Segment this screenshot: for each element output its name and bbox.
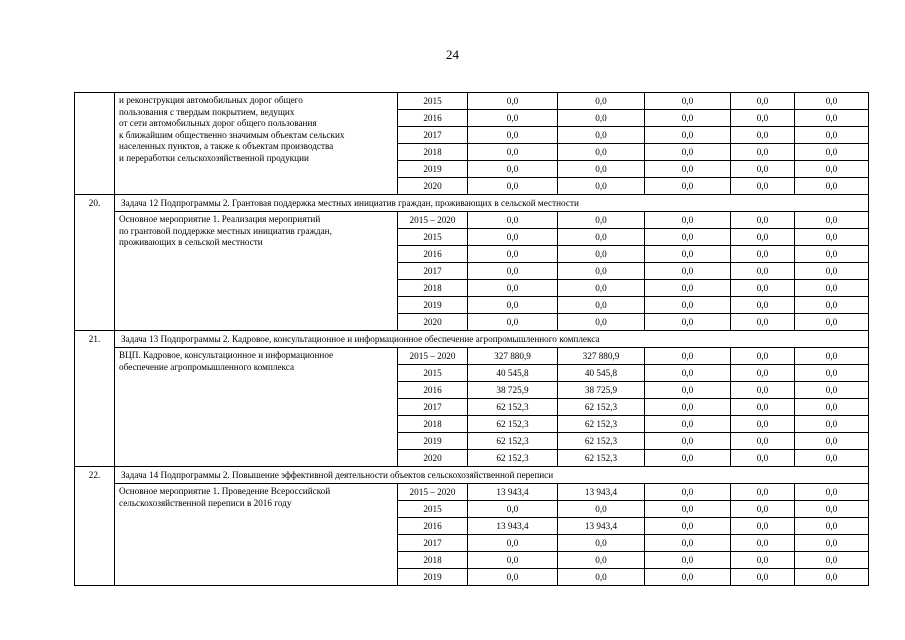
activity-description: ВЦП. Кадровое, консультационное и информационное обеспечение агропромышленного комплекса (115, 348, 398, 467)
period-cell: 2017 (398, 127, 468, 144)
amount-cell: 0,0 (731, 263, 795, 280)
amount-cell: 0,0 (558, 144, 645, 161)
amount-cell: 0,0 (645, 212, 731, 229)
amount-cell: 0,0 (795, 246, 869, 263)
amount-cell: 0,0 (558, 110, 645, 127)
amount-cell: 0,0 (645, 518, 731, 535)
table-row (75, 348, 869, 365)
period-cell: 2018 (398, 552, 468, 569)
amount-cell: 0,0 (468, 569, 558, 586)
amount-cell: 0,0 (468, 93, 558, 110)
amount-cell: 0,0 (795, 518, 869, 535)
amount-cell: 0,0 (645, 399, 731, 416)
amount-cell: 0,0 (795, 297, 869, 314)
amount-cell: 0,0 (645, 569, 731, 586)
amount-cell: 0,0 (645, 127, 731, 144)
amount-cell: 0,0 (795, 144, 869, 161)
amount-cell: 0,0 (731, 416, 795, 433)
amount-cell: 0,0 (795, 484, 869, 501)
amount-cell: 0,0 (795, 501, 869, 518)
amount-cell: 0,0 (795, 416, 869, 433)
amount-cell: 0,0 (645, 348, 731, 365)
activity-description: Основное мероприятие 1. Проведение Всероссийской сельскохозяйственной переписи в 2016 году (115, 484, 398, 586)
amount-cell: 13 943,4 (468, 484, 558, 501)
amount-cell: 0,0 (731, 450, 795, 467)
amount-cell: 0,0 (468, 280, 558, 297)
amount-cell: 0,0 (645, 246, 731, 263)
amount-cell: 0,0 (645, 450, 731, 467)
amount-cell: 0,0 (731, 314, 795, 331)
amount-cell: 0,0 (645, 382, 731, 399)
period-cell: 2015 – 2020 (398, 212, 468, 229)
amount-cell: 0,0 (795, 127, 869, 144)
amount-cell: 0,0 (645, 280, 731, 297)
amount-cell: 0,0 (731, 161, 795, 178)
amount-cell: 327 880,9 (468, 348, 558, 365)
period-cell: 2017 (398, 535, 468, 552)
amount-cell: 0,0 (468, 552, 558, 569)
period-cell: 2015 (398, 365, 468, 382)
amount-cell: 0,0 (468, 212, 558, 229)
amount-cell: 62 152,3 (468, 433, 558, 450)
amount-cell: 0,0 (468, 263, 558, 280)
amount-cell: 38 725,9 (558, 382, 645, 399)
amount-cell: 62 152,3 (558, 433, 645, 450)
amount-cell: 0,0 (731, 212, 795, 229)
amount-cell: 0,0 (558, 314, 645, 331)
amount-cell: 38 725,9 (468, 382, 558, 399)
period-cell: 2020 (398, 450, 468, 467)
row-number: 20. (75, 195, 115, 331)
amount-cell: 0,0 (468, 501, 558, 518)
row-number-cell (75, 93, 115, 195)
amount-cell: 0,0 (558, 569, 645, 586)
period-cell: 2018 (398, 280, 468, 297)
amount-cell: 0,0 (795, 569, 869, 586)
amount-cell: 0,0 (795, 314, 869, 331)
amount-cell: 0,0 (731, 433, 795, 450)
amount-cell: 0,0 (645, 535, 731, 552)
amount-cell: 0,0 (645, 110, 731, 127)
period-cell: 2015 (398, 501, 468, 518)
amount-cell: 0,0 (731, 501, 795, 518)
amount-cell: 0,0 (558, 297, 645, 314)
amount-cell: 0,0 (731, 348, 795, 365)
amount-cell: 0,0 (558, 501, 645, 518)
amount-cell: 0,0 (645, 314, 731, 331)
amount-cell: 13 943,4 (468, 518, 558, 535)
amount-cell: 0,0 (558, 178, 645, 195)
amount-cell: 0,0 (795, 348, 869, 365)
amount-cell: 0,0 (731, 484, 795, 501)
amount-cell: 0,0 (731, 127, 795, 144)
amount-cell: 0,0 (558, 229, 645, 246)
amount-cell: 0,0 (468, 297, 558, 314)
amount-cell: 0,0 (468, 110, 558, 127)
amount-cell: 0,0 (731, 382, 795, 399)
amount-cell: 0,0 (795, 110, 869, 127)
task-title: Задача 13 Подпрограммы 2. Кадровое, консультационное и информационное обеспечение агропромышленного комплекса (115, 331, 869, 348)
table-row (75, 212, 869, 229)
amount-cell: 0,0 (795, 280, 869, 297)
period-cell: 2015 – 2020 (398, 484, 468, 501)
amount-cell: 0,0 (731, 297, 795, 314)
amount-cell: 0,0 (731, 518, 795, 535)
amount-cell: 0,0 (468, 178, 558, 195)
amount-cell: 0,0 (468, 144, 558, 161)
amount-cell: 327 880,9 (558, 348, 645, 365)
period-cell: 2016 (398, 518, 468, 535)
period-cell: 2015 (398, 229, 468, 246)
table-row (75, 484, 869, 501)
table-body (75, 93, 869, 586)
task-header-row (75, 331, 869, 348)
amount-cell: 0,0 (645, 144, 731, 161)
amount-cell: 0,0 (731, 280, 795, 297)
amount-cell: 0,0 (731, 535, 795, 552)
amount-cell: 0,0 (558, 93, 645, 110)
amount-cell: 0,0 (795, 161, 869, 178)
amount-cell: 0,0 (795, 263, 869, 280)
amount-cell: 0,0 (731, 93, 795, 110)
period-cell: 2019 (398, 433, 468, 450)
task-title: Задача 14 Подпрограммы 2. Повышение эффективной деятельности объектов сельскохозяйственной переписи (115, 467, 869, 484)
task-header-row (75, 195, 869, 212)
amount-cell: 0,0 (645, 93, 731, 110)
period-cell: 2015 – 2020 (398, 348, 468, 365)
amount-cell: 0,0 (645, 501, 731, 518)
amount-cell: 0,0 (731, 399, 795, 416)
period-cell: 2019 (398, 569, 468, 586)
amount-cell: 0,0 (731, 178, 795, 195)
amount-cell: 0,0 (558, 280, 645, 297)
amount-cell: 62 152,3 (558, 416, 645, 433)
amount-cell: 0,0 (731, 552, 795, 569)
amount-cell: 62 152,3 (558, 450, 645, 467)
amount-cell: 0,0 (645, 263, 731, 280)
amount-cell: 40 545,8 (468, 365, 558, 382)
amount-cell: 0,0 (795, 382, 869, 399)
row-number: 22. (75, 467, 115, 586)
amount-cell: 0,0 (645, 552, 731, 569)
period-cell: 2017 (398, 263, 468, 280)
amount-cell: 62 152,3 (468, 416, 558, 433)
funding-table (74, 92, 869, 586)
activity-description: Основное мероприятие 1. Реализация мероприятий по грантовой поддержке местных инициатив граждан, проживающих в сельской местности (115, 212, 398, 331)
amount-cell: 0,0 (795, 365, 869, 382)
amount-cell: 0,0 (558, 246, 645, 263)
amount-cell: 0,0 (468, 535, 558, 552)
amount-cell: 0,0 (468, 246, 558, 263)
row-number: 21. (75, 331, 115, 467)
amount-cell: 0,0 (795, 178, 869, 195)
amount-cell: 0,0 (795, 433, 869, 450)
amount-cell: 0,0 (558, 552, 645, 569)
amount-cell: 13 943,4 (558, 484, 645, 501)
amount-cell: 0,0 (645, 416, 731, 433)
amount-cell: 0,0 (795, 535, 869, 552)
amount-cell: 0,0 (645, 161, 731, 178)
amount-cell: 0,0 (731, 229, 795, 246)
task-header-row (75, 467, 869, 484)
amount-cell: 0,0 (645, 229, 731, 246)
amount-cell: 0,0 (731, 144, 795, 161)
period-cell: 2020 (398, 314, 468, 331)
task-title: Задача 12 Подпрограммы 2. Грантовая поддержка местных инициатив граждан, проживающих в сельской местности (115, 195, 869, 212)
amount-cell: 0,0 (558, 263, 645, 280)
amount-cell: 0,0 (468, 229, 558, 246)
period-cell: 2018 (398, 416, 468, 433)
amount-cell: 62 152,3 (558, 399, 645, 416)
page-number: 24 (446, 47, 459, 62)
amount-cell: 0,0 (795, 552, 869, 569)
amount-cell: 0,0 (558, 212, 645, 229)
period-cell: 2018 (398, 144, 468, 161)
table-row (75, 93, 869, 110)
period-cell: 2019 (398, 297, 468, 314)
amount-cell: 0,0 (468, 314, 558, 331)
amount-cell: 0,0 (795, 93, 869, 110)
period-cell: 2015 (398, 93, 468, 110)
amount-cell: 0,0 (795, 399, 869, 416)
amount-cell: 0,0 (558, 161, 645, 178)
amount-cell: 0,0 (645, 433, 731, 450)
period-cell: 2016 (398, 382, 468, 399)
period-cell: 2016 (398, 246, 468, 263)
amount-cell: 0,0 (558, 535, 645, 552)
amount-cell: 0,0 (795, 450, 869, 467)
amount-cell: 0,0 (645, 178, 731, 195)
amount-cell: 0,0 (731, 569, 795, 586)
activity-description: и реконструкция автомобильных дорог общего пользования с твердым покрытием, ведущих от сети автомобильных дорог общего пользования к ближайшим общественно значимым объектам сельских населенных пунктов, а также к объектам производства и переработки сельскохозяйственной продукции (115, 93, 398, 195)
amount-cell: 0,0 (645, 297, 731, 314)
amount-cell: 40 545,8 (558, 365, 645, 382)
amount-cell: 0,0 (731, 365, 795, 382)
amount-cell: 0,0 (795, 229, 869, 246)
amount-cell: 13 943,4 (558, 518, 645, 535)
period-cell: 2020 (398, 178, 468, 195)
amount-cell: 62 152,3 (468, 450, 558, 467)
amount-cell: 0,0 (645, 484, 731, 501)
amount-cell: 0,0 (731, 246, 795, 263)
amount-cell: 0,0 (558, 127, 645, 144)
amount-cell: 0,0 (468, 161, 558, 178)
period-cell: 2019 (398, 161, 468, 178)
amount-cell: 0,0 (645, 365, 731, 382)
period-cell: 2016 (398, 110, 468, 127)
amount-cell: 62 152,3 (468, 399, 558, 416)
amount-cell: 0,0 (795, 212, 869, 229)
period-cell: 2017 (398, 399, 468, 416)
amount-cell: 0,0 (468, 127, 558, 144)
amount-cell: 0,0 (731, 110, 795, 127)
